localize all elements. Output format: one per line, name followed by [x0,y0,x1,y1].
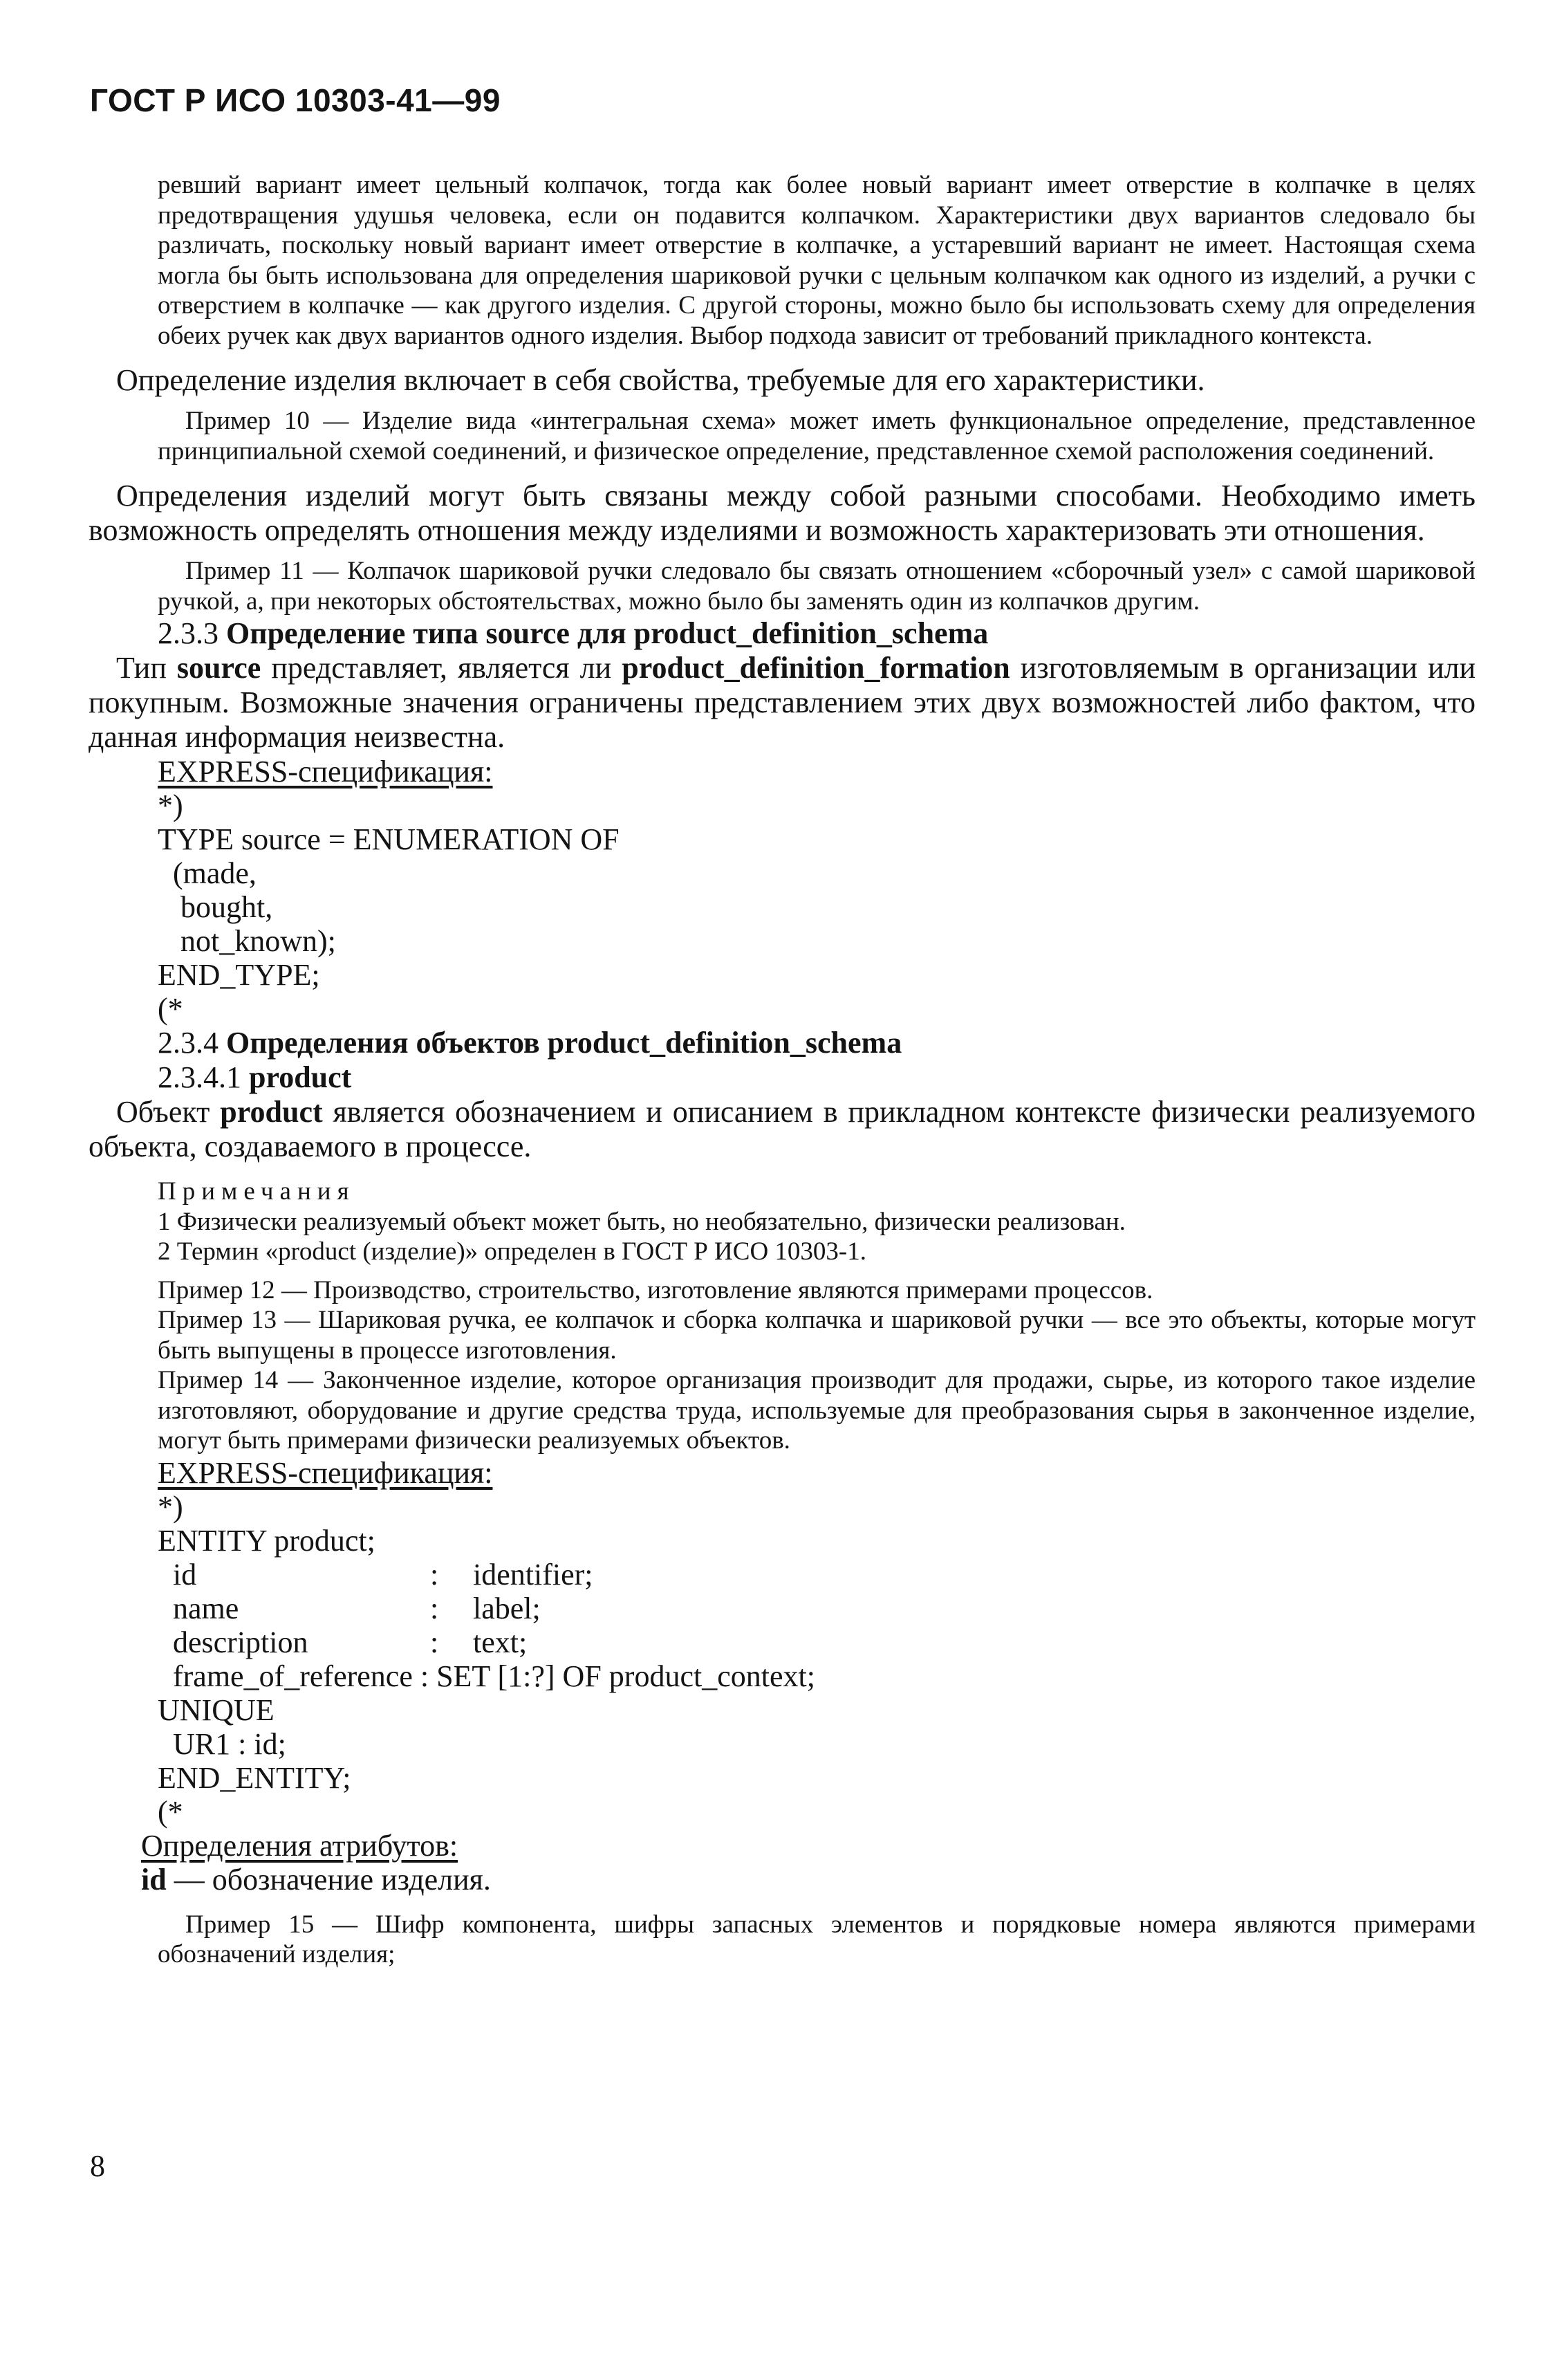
attribute-separator: : [430,1591,439,1625]
code-line: (made, [158,856,257,890]
express-spec-label: EXPRESS-спецификация: [158,1455,493,1490]
code-line: ENTITY product; [158,1523,375,1558]
attribute-description: — обозначение изделия. [166,1862,491,1897]
attribute-separator: : [430,1557,439,1592]
page-body [89,170,1476,1970]
section-title: Определение типа source для product_definition_schema [226,616,989,650]
text-run: изготовляемым в организации или покупным. Возможные значения ограничены представлением этих двух возможностей либо фактом, что данная информация неизвестна. [89,651,1476,754]
attribute-row-name [158,1592,1476,1625]
section-number: 2.3.4 [158,1026,218,1060]
attribute-name: id [173,1557,197,1592]
term-product-definition-formation: product_definition_formation [622,651,1010,685]
note-1: 1 Физически реализуемый объект может быть, но необязательно, физически реализован. [158,1207,1126,1236]
paragraph-source-type [89,651,1476,755]
code-line: *) [158,788,183,822]
express-code-product [158,1490,1476,1829]
paragraph-product-definition: Определение изделия включает в себя свойства, требуемые для его характеристики. [116,363,1205,397]
example-10: Пример 10 — Изделие вида «интегральная схема» может иметь функциональное определение, представленное принципиальной схемой соединений, и физическое определение, представленное схемой расположения соединений. [158,407,1476,465]
code-line: *) [158,1489,183,1524]
paragraph-continuation: ревший вариант имеет цельный колпачок, тогда как более новый вариант имеет отверстие в колпачке в целях предотвращения удушья человека, если он подавится колпачком. Характеристики двух вариантов следовало бы различать, поскольку новый вариант имеет отверстие в колпачке, а устаревший вариант не имеет. Настоящая схема могла бы быть использована для определения шариковой ручки с цельным колпачком как одного из изделий, а ручки с отверстием в колпачке — как другого изделия. С другой стороны, можно было бы использовать схему для определения обеих ручек как двух вариантов одного изделия. Выбор подхода зависит от требований прикладного контекста. [158,171,1476,350]
attribute-row-description [158,1625,1476,1659]
code-line: bought, [158,890,273,924]
code-line: TYPE source = ENUMERATION OF [158,822,620,856]
code-line: not_known); [158,924,336,958]
attribute-row-frame-of-reference [158,1659,1476,1693]
attribute-term: id [141,1862,167,1897]
express-spec-label: EXPRESS-спецификация: [158,755,493,788]
notes-block [158,1177,1476,1267]
section-number: 2.3.3 [158,616,218,650]
code-line: END_TYPE; [158,958,320,992]
express-code-source [158,788,1476,1026]
example-14: Пример 14 — Законченное изделие, которое организация производит для продажи, сырье, из которого такое изделие изготовляют, оборудование и другие средства труда, используемые для преобразования сырья в законченное изделие, могут быть примерами физически реализуемых объектов. [158,1366,1476,1455]
attribute-type: text; [473,1625,528,1659]
example-11: Пример 11 — Колпачок шариковой ручки следовало бы связать отношением «сборочный узел» с самой шариковой ручкой, а, при некоторых обстоятельствах, можно было бы заменять один из колпачков другим. [158,557,1476,616]
text-run: Тип [116,651,177,685]
section-heading-2-3-4 [158,1026,1476,1060]
paragraph-product-object [89,1095,1476,1164]
term-product: product [220,1095,323,1129]
note-2: 2 Термин «product (изделие)» определен в ГОСТ Р ИСО 10303-1. [158,1237,866,1266]
section-title: Определения объектов product_definition_schema [226,1026,902,1060]
attribute-type: identifier; [473,1557,593,1592]
code-line: (* [158,1794,183,1829]
text-run: Объект [116,1095,221,1129]
attribute-definition-id [141,1863,1476,1897]
code-text: frame_of_reference : SET [1:?] OF product_context; [173,1659,815,1693]
attribute-definitions-label: Определения атрибутов: [141,1828,458,1863]
example-15: Пример 15 — Шифр компонента, шифры запасных элементов и порядковые номера являются примерами обозначений изделия; [158,1910,1476,1968]
attribute-name: name [173,1591,239,1625]
code-line: UR1 : id; [158,1726,286,1761]
text-run: представляет, является ли [261,651,622,685]
page-number: 8 [90,2149,105,2183]
document-header: ГОСТ Р ИСО 10303-41—99 [90,82,501,118]
attribute-separator: : [430,1625,439,1659]
text-run: является обозначением и описанием в прикладном контексте физически реализуемого объекта, создаваемого в процессе. [89,1095,1476,1163]
example-12: Пример 12 — Производство, строительство, изготовление являются примерами процессов. [158,1275,1153,1304]
attribute-name: description [173,1625,308,1659]
section-number: 2.3.4.1 [158,1060,241,1094]
code-line: (* [158,992,183,1026]
attribute-type: label; [473,1591,541,1625]
term-source: source [176,651,261,685]
section-heading-2-3-3 [158,616,1476,651]
code-line: END_ENTITY; [158,1760,351,1795]
notes-title: Примечания [158,1177,355,1206]
section-title: product [249,1060,352,1094]
section-heading-2-3-4-1 [158,1060,1476,1095]
code-line: UNIQUE [158,1692,275,1727]
example-13: Пример 13 — Шариковая ручка, ее колпачок и сборка колпачка и шариковой ручки — все это объекты, которые могут быть выпущены в процессе изготовления. [158,1306,1476,1365]
attribute-row-id [158,1558,1476,1592]
paragraph-relations: Определения изделий могут быть связаны между собой разными способами. Необходимо иметь возможность определять отношения между изделиями и возможность характеризовать эти отношения. [89,479,1476,547]
